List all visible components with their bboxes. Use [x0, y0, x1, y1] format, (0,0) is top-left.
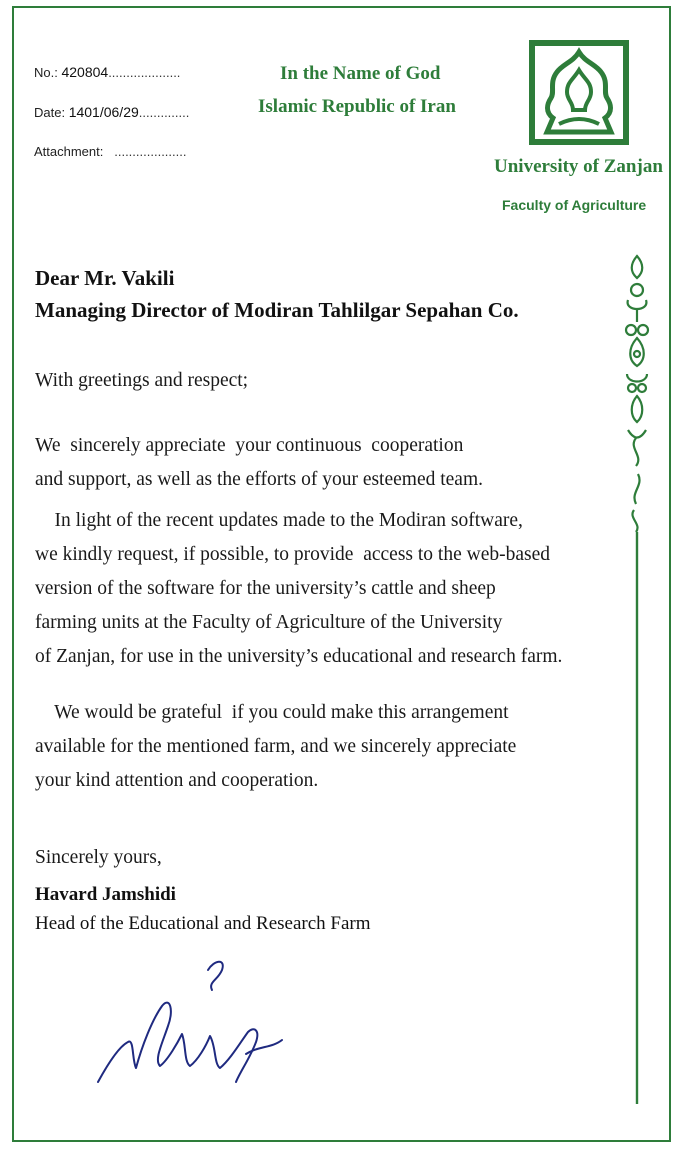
handwritten-signature	[90, 950, 300, 1090]
letter-date-label: Date:	[34, 105, 66, 120]
greeting-line: With greetings and respect;	[35, 370, 249, 391]
letter-attachment-label: Attachment:	[34, 144, 104, 159]
valediction: Sincerely yours,	[35, 847, 162, 868]
recipient-title: Managing Director of Modiran Tahlilgar Sepahan Co.	[35, 298, 519, 322]
dotted-leader: ....................	[114, 144, 187, 159]
invocation-heading: In the Name of God	[280, 63, 441, 84]
dotted-leader: ..............	[138, 105, 190, 120]
letter-date-value: 1401/06/29	[68, 104, 139, 120]
signer-title: Head of the Educational and Research Farm	[35, 913, 371, 934]
university-logo-icon	[529, 40, 629, 145]
signer-name: Havard Jamshidi	[35, 884, 176, 905]
letter-date	[34, 104, 189, 120]
letter-number	[34, 64, 180, 80]
letter-attachment	[34, 143, 186, 159]
vertical-ornament-icon	[622, 252, 652, 1108]
letter-number-value: 420804	[61, 64, 109, 80]
body-paragraph-2: In light of the recent updates made to the Modiran software, we kindly request, if possible, to provide access to the web-based version of the software for the university’s cattle and sheep farming units at the Faculty of Agriculture of the University of Zanjan, for use in the university’s educational and research farm.	[35, 510, 563, 667]
dotted-leader: ....................	[108, 65, 181, 80]
faculty-name: Faculty of Agriculture	[502, 197, 647, 213]
body-paragraph-1: We sincerely appreciate your continuous cooperation and support, as well as the efforts of your esteemed team.	[35, 435, 484, 490]
university-name: University of Zanjan	[494, 156, 663, 177]
body-paragraph-3: We would be grateful if you could make this arrangement available for the mentioned farm, and we sincerely appreciate your kind attention and cooperation.	[35, 702, 517, 791]
recipient-name: Dear Mr. Vakili	[35, 266, 175, 290]
letter-number-label: No.:	[34, 65, 58, 80]
country-heading: Islamic Republic of Iran	[258, 96, 456, 117]
